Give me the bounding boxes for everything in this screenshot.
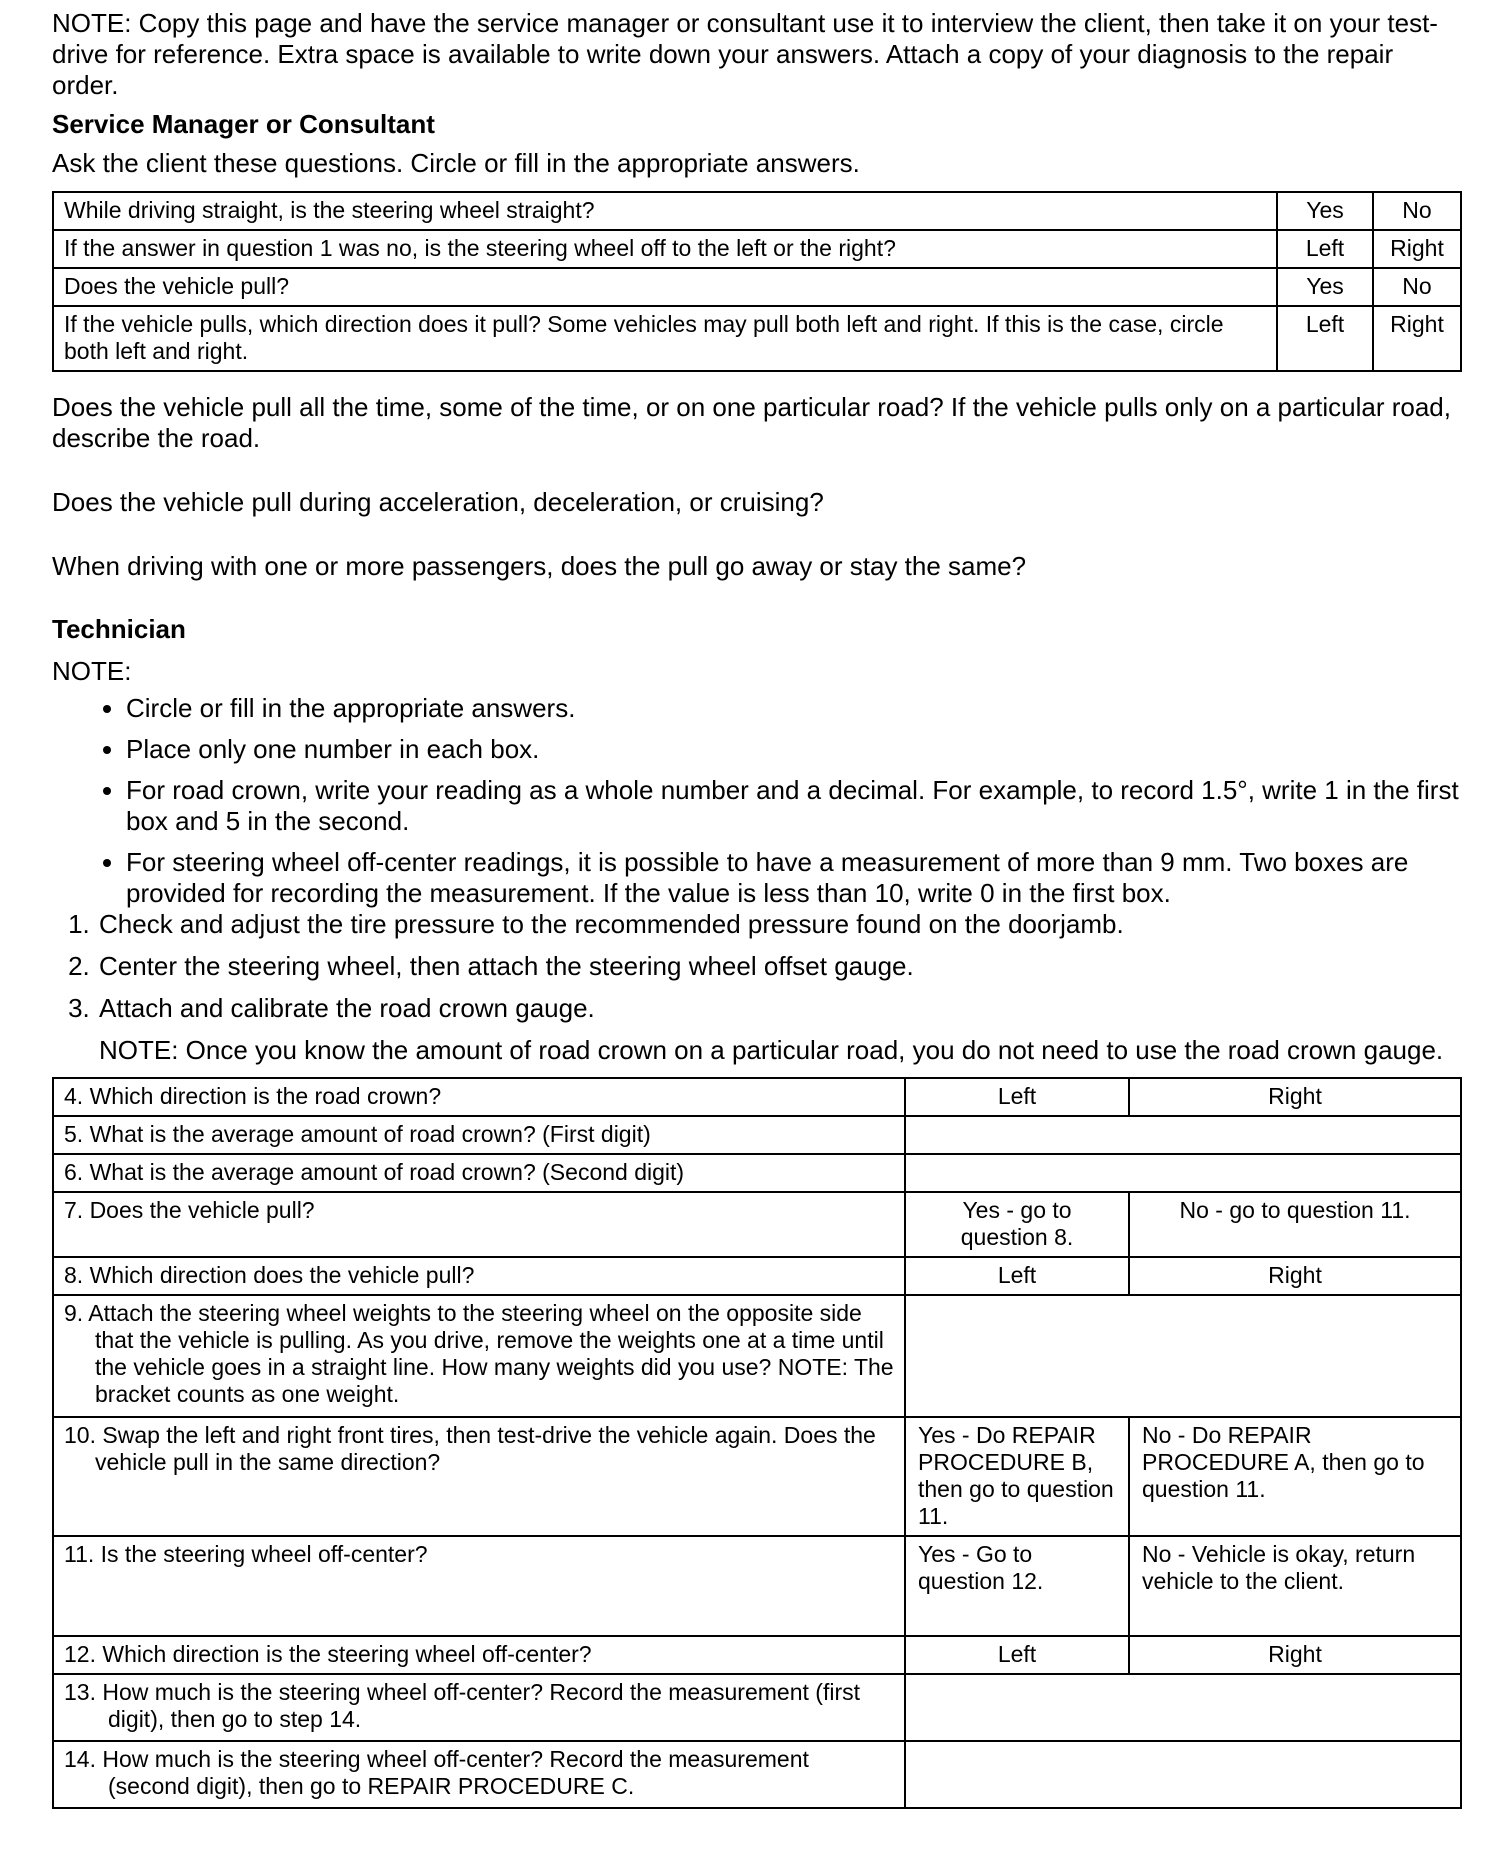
question-cell xyxy=(53,1192,905,1257)
question-cell xyxy=(53,1078,905,1116)
question-cell xyxy=(53,1154,905,1192)
client-questions-table xyxy=(52,191,1462,372)
technician-steps xyxy=(52,909,1464,1066)
note-bullet: • Place only one number in each box. xyxy=(126,734,1464,765)
step-item: 2. Center the steering wheel, then attach the steering wheel offset gauge. xyxy=(97,951,1464,982)
answer-option[interactable]: Right xyxy=(1373,306,1461,371)
note-bullet: • For road crown, write your reading as a whole number and a decimal. For example, to record 1.5°, write 1 in the first box and 5 in the second. xyxy=(126,775,1464,837)
note-bullet: • Circle or fill in the appropriate answers. xyxy=(126,693,1464,724)
step3-note: NOTE: Once you know the amount of road crown on a particular road, you do not need to use the road crown gauge. xyxy=(99,1035,1444,1065)
answer-option[interactable]: No xyxy=(1373,268,1461,306)
answer-option[interactable]: Yes xyxy=(1277,192,1373,230)
answer-option[interactable]: Right xyxy=(1373,230,1461,268)
question-text: 11. Is the steering wheel off-center? xyxy=(64,1541,428,1567)
client-question-passengers: When driving with one or more passengers, does the pull go away or stay the same? xyxy=(52,551,1027,581)
question-cell: Does the vehicle pull? xyxy=(53,268,1277,306)
question-cell: If the vehicle pulls, which direction does it pull? Some vehicles may pull both left and right. If this is the case, circle both left and right. xyxy=(53,306,1277,371)
technician-heading: Technician xyxy=(52,614,186,644)
note-bullet: • For steering wheel off-center readings, it is possible to have a measurement of more than 9 mm. Two boxes are provided for recording the measurement. If the value is less than 10, write 0 in the first box. xyxy=(126,847,1464,909)
answer-option[interactable]: No - Vehicle is okay, return vehicle to the client. xyxy=(1129,1536,1461,1636)
answer-option[interactable]: Yes - Go to question 12. xyxy=(905,1536,1129,1636)
question-text: 10. Swap the left and right front tires, then test-drive the vehicle again. Does the vehicle pull in the same direction? xyxy=(64,1422,876,1475)
answer-option[interactable]: Left xyxy=(1277,230,1373,268)
table-row xyxy=(53,1674,1461,1741)
question-text: 13. How much is the steering wheel off-center? Record the measurement (first digit), then go to step 14. xyxy=(64,1679,860,1732)
client-question-accel: Does the vehicle pull during acceleration, deceleration, or cruising? xyxy=(52,487,824,517)
question-text: 6. What is the average amount of road crown? (Second digit) xyxy=(64,1159,685,1185)
answer-entry-box[interactable] xyxy=(905,1295,1461,1417)
question-cell xyxy=(53,1636,905,1674)
intro-note: NOTE: Copy this page and have the service manager or consultant use it to interview the client, then take it on your test-drive for reference. Extra space is available to write down your answers. Attach a copy of your diagnosis to the repair order. xyxy=(52,8,1438,100)
client-question-road: Does the vehicle pull all the time, some of the time, or on one particular road? If the vehicle pulls only on a particular road, describe the road. xyxy=(52,392,1451,453)
technician-table xyxy=(52,1077,1462,1809)
answer-option[interactable]: Right xyxy=(1129,1636,1461,1674)
table-row xyxy=(53,1192,1461,1257)
question-cell xyxy=(53,1417,905,1536)
answer-option[interactable]: Left xyxy=(905,1636,1129,1674)
technician-note-list xyxy=(52,693,1464,909)
answer-entry-box[interactable] xyxy=(905,1116,1461,1154)
question-cell xyxy=(53,1674,905,1741)
answer-option[interactable]: Right xyxy=(1129,1078,1461,1116)
answer-entry-box[interactable] xyxy=(905,1674,1461,1741)
question-text: 8. Which direction does the vehicle pull? xyxy=(64,1262,475,1288)
table-row xyxy=(53,1295,1461,1417)
table-row xyxy=(53,1154,1461,1192)
answer-option[interactable]: Yes - go to question 8. xyxy=(905,1192,1129,1257)
question-cell: While driving straight, is the steering wheel straight? xyxy=(53,192,1277,230)
step-text: Attach and calibrate the road crown gauge. xyxy=(99,993,595,1023)
table-row xyxy=(53,1078,1461,1116)
step-item xyxy=(97,993,1464,1066)
question-cell xyxy=(53,1536,905,1636)
service-heading: Service Manager or Consultant xyxy=(52,109,435,139)
question-cell xyxy=(53,1295,905,1417)
answer-option[interactable]: Right xyxy=(1129,1257,1461,1295)
question-text: 9. Attach the steering wheel weights to the steering wheel on the opposite side that the vehicle is pulling. As you drive, remove the weights one at a time until the vehicle goes in a straight line. How many weights did you use? NOTE: The bracket counts as one weight. xyxy=(64,1300,894,1407)
technician-note-label: NOTE: xyxy=(52,656,132,686)
table-row xyxy=(53,192,1461,230)
answer-option[interactable]: Left xyxy=(1277,306,1373,371)
table-row xyxy=(53,1741,1461,1808)
table-row xyxy=(53,1417,1461,1536)
answer-entry-box[interactable] xyxy=(905,1154,1461,1192)
service-instruction: Ask the client these questions. Circle or fill in the appropriate answers. xyxy=(52,148,860,178)
step-item: 1. Check and adjust the tire pressure to the recommended pressure found on the doorjamb. xyxy=(97,909,1464,940)
question-text: 14. How much is the steering wheel off-center? Record the measurement (second digit), then go to REPAIR PROCEDURE C. xyxy=(64,1746,809,1799)
table-row xyxy=(53,306,1461,371)
question-cell xyxy=(53,1116,905,1154)
answer-option[interactable]: Left xyxy=(905,1257,1129,1295)
question-cell xyxy=(53,1257,905,1295)
table-row xyxy=(53,230,1461,268)
question-cell xyxy=(53,1741,905,1808)
answer-option[interactable]: Yes - Do REPAIR PROCEDURE B, then go to question 11. xyxy=(905,1417,1129,1536)
question-cell: If the answer in question 1 was no, is the steering wheel off to the left or the right? xyxy=(53,230,1277,268)
table-row xyxy=(53,1636,1461,1674)
question-text: 5. What is the average amount of road crown? (First digit) xyxy=(64,1121,651,1147)
answer-entry-box[interactable] xyxy=(905,1741,1461,1808)
question-text: 4. Which direction is the road crown? xyxy=(64,1083,442,1109)
table-row xyxy=(53,1116,1461,1154)
question-text: 12. Which direction is the steering wheel off-center? xyxy=(64,1641,592,1667)
answer-option[interactable]: Yes xyxy=(1277,268,1373,306)
answer-option[interactable]: No - go to question 11. xyxy=(1129,1192,1461,1257)
answer-option[interactable]: No - Do REPAIR PROCEDURE A, then go to question 11. xyxy=(1129,1417,1461,1536)
table-row xyxy=(53,268,1461,306)
question-text: 7. Does the vehicle pull? xyxy=(64,1197,315,1223)
table-row xyxy=(53,1536,1461,1636)
document-page xyxy=(52,8,1464,1809)
table-row xyxy=(53,1257,1461,1295)
answer-option[interactable]: No xyxy=(1373,192,1461,230)
answer-option[interactable]: Left xyxy=(905,1078,1129,1116)
